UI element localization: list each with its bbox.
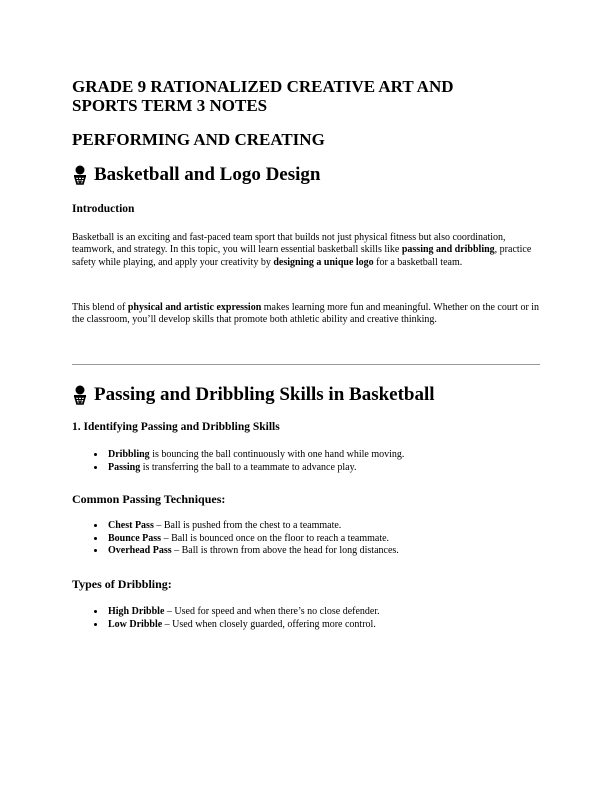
heading-text: Passing and Dribbling Skills in Basketball bbox=[94, 384, 435, 405]
subheading-passing-techniques: Common Passing Techniques: bbox=[72, 492, 226, 506]
term: Bounce Pass bbox=[108, 532, 162, 544]
term: Low Dribble bbox=[108, 618, 163, 630]
skills-list bbox=[72, 449, 540, 474]
bold-text: designing a unique logo bbox=[273, 256, 374, 268]
intro-paragraph-1 bbox=[72, 232, 540, 269]
bold-text: physical and artistic expression bbox=[127, 302, 262, 313]
document-title: GRADE 9 RATIONALIZED CREATIVE ART AND SPORTS TERM 3 NOTES bbox=[72, 77, 454, 115]
definition: is transferring the ball to a teammate to advance play. bbox=[140, 461, 357, 473]
bold-text: passing and dribbling bbox=[401, 244, 495, 256]
definition: – Used when closely guarded, offering more control. bbox=[162, 618, 376, 630]
subheading-dribbling-types: Types of Dribbling: bbox=[72, 577, 172, 591]
term: Dribbling bbox=[108, 449, 150, 460]
text: This blend of bbox=[72, 302, 128, 313]
definition: is bouncing the ball continuously with one hand while moving. bbox=[149, 449, 405, 460]
definition: – Ball is pushed from the chest to a teammate. bbox=[153, 520, 342, 531]
text: for a basketball team. bbox=[373, 256, 463, 268]
term: Passing bbox=[108, 461, 141, 473]
list-item bbox=[106, 520, 540, 533]
definition: – Ball is thrown from above the head for long distances. bbox=[171, 545, 399, 556]
heading-text: Basketball and Logo Design bbox=[94, 164, 321, 185]
text: makes learning more fun and meaningful. Whether on the court or in the classroom, you’ll develop skills that promote both athletic ability and creative thinking. bbox=[72, 302, 540, 326]
section-title: PERFORMING AND CREATING bbox=[72, 130, 325, 149]
section-heading-passing-dribbling bbox=[72, 384, 540, 406]
term: Overhead Pass bbox=[108, 545, 172, 556]
text: , practice safety while playing, and apply your creativity by bbox=[72, 244, 532, 268]
list-item bbox=[106, 619, 540, 632]
basketball-hoop-icon bbox=[72, 165, 88, 185]
section-heading-basketball-logo bbox=[72, 164, 540, 186]
horizontal-divider bbox=[72, 364, 540, 365]
definition: – Used for speed and when there’s no close defender. bbox=[164, 606, 380, 617]
list-item bbox=[106, 545, 540, 558]
passing-techniques-list bbox=[72, 520, 540, 558]
list-item bbox=[106, 533, 540, 546]
intro-paragraph-2 bbox=[72, 302, 540, 327]
term: High Dribble bbox=[108, 606, 165, 617]
term: Chest Pass bbox=[108, 520, 154, 531]
list-item bbox=[106, 606, 540, 619]
introduction-heading: Introduction bbox=[72, 203, 135, 215]
basketball-hoop-icon bbox=[72, 385, 88, 405]
text: Basketball is an exciting and fast-paced team sport that builds not just physical fitness but also coordination, teamwork, and strategy. In this topic, you will learn essential basketball skills like bbox=[72, 232, 506, 256]
list-item bbox=[106, 449, 540, 462]
list-item bbox=[106, 462, 540, 475]
dribbling-types-list bbox=[72, 606, 540, 631]
subheading-identifying-skills: 1. Identifying Passing and Dribbling Skills bbox=[72, 421, 280, 433]
definition: – Ball is bounced once on the floor to reach a teammate. bbox=[161, 532, 390, 544]
